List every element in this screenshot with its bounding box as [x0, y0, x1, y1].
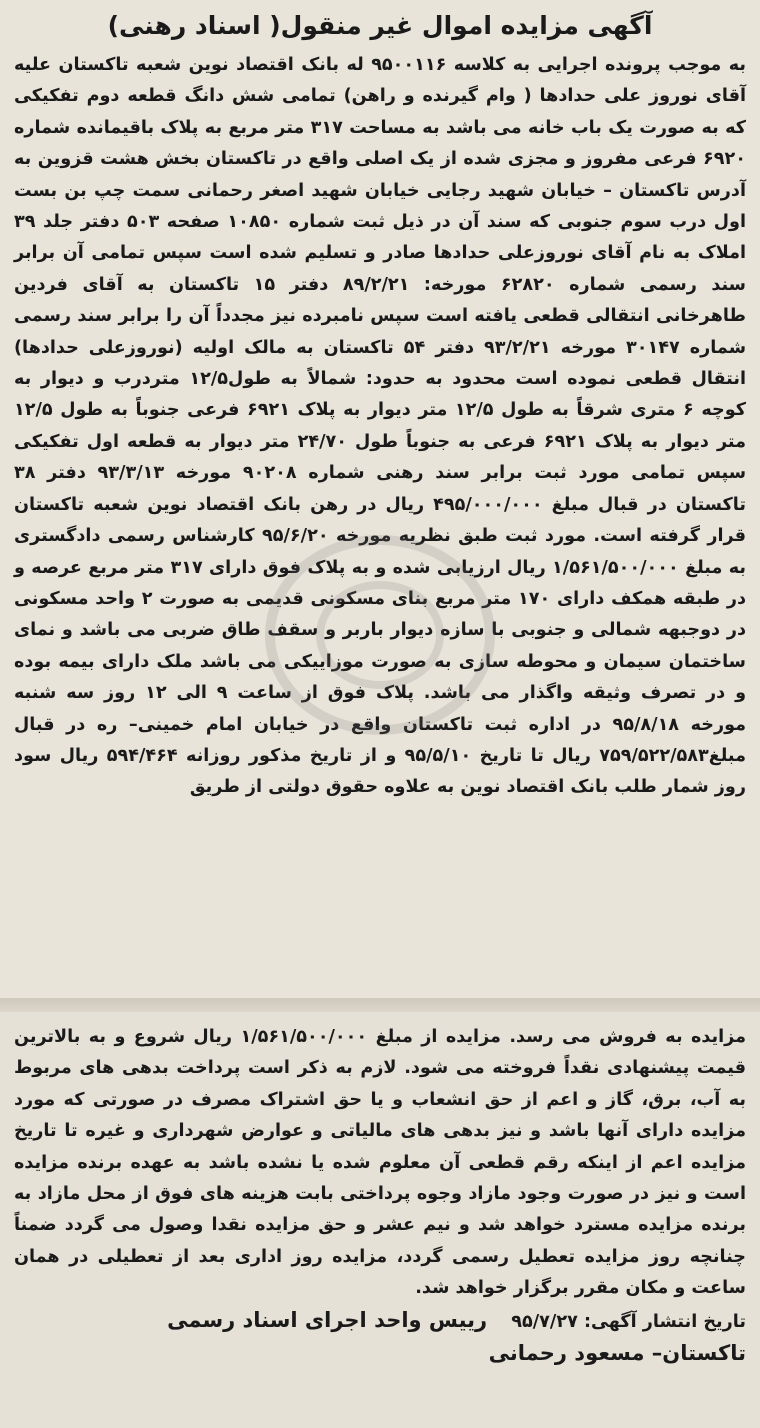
clipping-fold-divider — [0, 998, 760, 1012]
notice-signature — [14, 1305, 746, 1369]
notice-paragraph-2: مزایده به فروش می رسد. مزایده از مبلغ ۱/۵۶۱/۵۰۰/۰۰۰ ریال شروع و به بالاترین قیمت پیشنهادی نقداً فروخته می شود. لازم به ذکر است پرداخت بدهی های مربوط به آب، برق، گاز و اعم از حق انشعاب و یا حق اشتراک مصرف در صورتی که مورد مزایده دارای آنها باشد و نیز بدهی های مالیاتی و عوارض شهرداری و غیره تا تاریخ مزایده اعم از اینکه رقم قطعی آن معلوم شده یا نشده باشد به عهده برنده مزایده است و نیز در صورت وجود مازاد وجوه پرداختی بابت هزینه های فوق از محل مازاد به برنده مزایده مسترد خواهد شد و نیم عشر و حق مزایده نقدا وصول می گردد ضمناً چنانچه روز مزایده تعطیل رسمی گردد، مزایده روز اداری بعد از تعطیلی در همان ساعت و مکان مقرر برگزار خواهد شد. — [14, 1027, 747, 1299]
signing-office: رییس واحد اجرای اسناد رسمی — [167, 1307, 488, 1332]
signatory-name: تاکستان– مسعود رحمانی — [488, 1340, 746, 1365]
publish-date-label: تاریخ انتشار آگهی: — [583, 1311, 746, 1332]
notice-title: آگهی مزایده اموال غیر منقول( اسناد رهنی) — [107, 11, 653, 40]
notice-paragraph-1: به موجب پرونده اجرایی به کلاسه ۹۵۰۰۱۱۶ له بانک اقتصاد نوین شعبه تاکستان علیه آقای نوروز علی حدادها ( وام گیرنده و راهن) تمامی شش دانگ قطعه دوم تفکیکی که به صورت یک باب خانه می باشد به مساحت ۳۱۷ متر مربع به پلاک باقیمانده شماره ۶۹۲۰ فرعی مفروز و مجزی شده از یک اصلی واقع در تاکستان بخش هشت قزوین به آدرس تاکستان – خیابان شهید رجایی خیابان شهید اصغر رحمانی سمت چپ بن بست اول درب سوم جنوبی که سند آن در ذیل ثبت شماره ۱۰۸۵۰ صفحه ۵۰۳ دفتر جلد ۳۹ املاک به نام آقای نوروزعلی حدادها صادر و تسلیم شده است سپس تمامی آن برابر سند رسمی شماره ۶۲۸۲۰ مورخه: ۸۹/۲/۲۱ دفتر ۱۵ تاکستان به آقای فردین طاهرخانی انتقالی قطعی یافته است سپس نامبرده نیز مجدداً آن را برابر سند رسمی شماره ۳۰۱۴۷ مورخه ۹۳/۲/۲۱ دفتر ۵۴ تاکستان به مالک اولیه (نوروزعلی حدادها) انتقال قطعی نموده است محدود به حدود: شمالاً به طول۱۲/۵ متردرب و دیوار به کوچه ۶ متری شرقاً به طول ۱۲/۵ متر دیوار به پلاک ۶۹۲۱ فرعی جنوباً به طول ۱۲/۵ متر دیوار به پلاک ۶۹۲۱ فرعی به جنوباً طول ۲۴/۷۰ متر دیوار به قطعه اول تفکیکی سپس تمامی مورد ثبت برابر سند رهنی شماره ۹۰۲۰۸ مورخه ۹۳/۳/۱۳ دفتر ۳۸ تاکستان در قبال مبلغ ۴۹۵/۰۰۰/۰۰۰ ریال در رهن بانک اقتصاد نوین شعبه تاکستان قرار گرفته است. مورد ثبت طبق نظریه مورخه ۹۵/۶/۲۰ کارشناس رسمی دادگستری به مبلغ ۱/۵۶۱/۵۰۰/۰۰۰ ریال ارزیابی شده و به پلاک فوق دارای ۳۱۷ متر مربع عرصه و در طبقه همکف دارای ۱۷۰ متر مربع بنای مسکونی قدیمی به صورت ۲ واحد مسکونی در دوجبهه شمالی و جنوبی با سازه دیوار باربر و سقف طاق ضربی می باشد و نمای ساختمان سیمان و محوطه سازی به صورت موزاییکی می باشد ملک دارای بیمه بوده و در تصرف وثیقه واگذار می باشد. پلاک فوق از ساعت ۹ الی ۱۲ روز سه شنبه مورخه ۹۵/۸/۱۸ در اداره ثبت تاکستان واقع در خیابان امام خمینی– ره در قبال مبلغ۷۵۹/۵۲۲/۵۸۳ ریال تا تاریخ ۹۵/۵/۱۰ و از تاریخ مذکور روزانه ۵۹۴/۴۶۴ ریال سود روز شمار طلب بانک اقتصاد نوین به علاوه حقوق دولتی از طریق — [14, 55, 747, 798]
publish-date: ۹۵/۷/۲۷ — [511, 1311, 578, 1332]
clipping-bottom-section — [0, 1012, 760, 1428]
